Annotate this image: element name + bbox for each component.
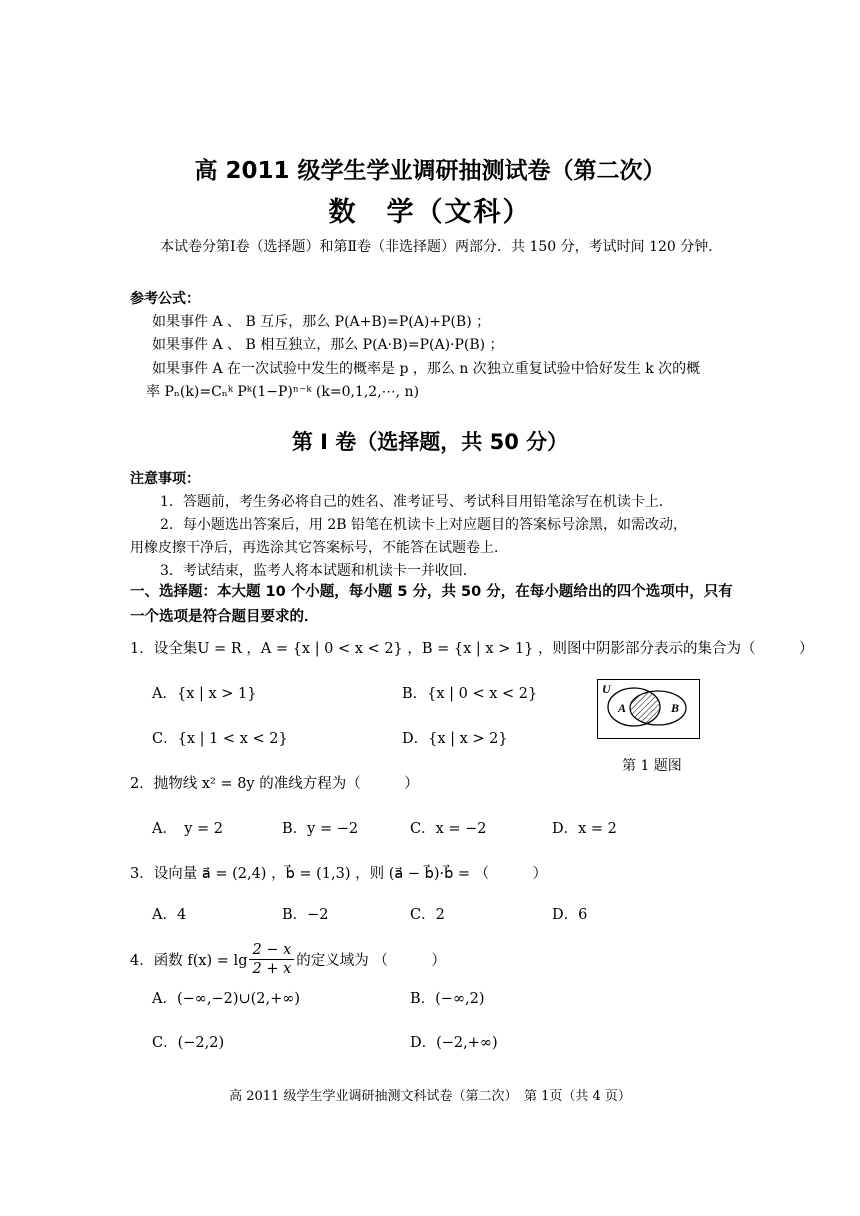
venn-label-u: U (602, 682, 611, 696)
option-a: A． y = 2 (152, 821, 224, 837)
formula-heading: 参考公式： (130, 291, 200, 307)
question-stem: 2．抛物线 x² = 8y 的准线方程为（ ） (130, 776, 419, 792)
question-stem: 1．设全集U = R ，A = {x | 0 < x < 2} ，B = {x | x > 1} ，则图中阴影部分表示的集合为（ ） (130, 641, 814, 657)
option-d: D．x = 2 (552, 821, 617, 837)
option-b: B．(−∞,2) (410, 991, 485, 1007)
figure-caption: 第 1 题图 (622, 758, 682, 774)
formula-line: 如果事件 A 在一次试验中发生的概率是 p ，那么 n 次独立重复试验中恰好发生 k 次的概 (152, 361, 701, 377)
option-c: C．(−2,2) (152, 1035, 225, 1051)
venn-diagram (597, 679, 700, 739)
page-footer: 高 2011 级学生学业调研抽测文科试卷（第二次） 第 1页（共 4 页） (229, 1089, 631, 1104)
option-c: C．{x | 1 < x < 2} (152, 731, 288, 747)
subject-title: 数 学（文科） (328, 197, 532, 228)
option-d: D．(−2,+∞) (410, 1035, 498, 1051)
option-a: A．{x | x > 1} (152, 686, 257, 702)
fraction-numerator: 2 − x (249, 941, 294, 960)
note-item: 2．每小题选出答案后，用 2B 铅笔在机读卡上对应题目的答案标号涂黑，如需改动， (160, 517, 688, 533)
formula-line: 如果事件 A 、 B 互斥，那么 P(A+B)=P(A)+P(B) ； (152, 314, 491, 330)
option-c: C．x = −2 (410, 821, 487, 837)
option-a: A．(−∞,−2)∪(2,+∞) (152, 991, 301, 1007)
option-d: D．{x | x > 2} (402, 731, 508, 747)
section-title: 第 I 卷（选择题，共 50 分） (291, 430, 569, 454)
formula-line: 率 Pₙ(k)=Cₙᵏ Pᵏ(1−P)ⁿ⁻ᵏ (k=0,1,2,⋯, n) (146, 384, 420, 400)
venn-label-a: A (618, 701, 627, 715)
fraction-denominator: 2 + x (252, 961, 292, 977)
option-a: A．4 (152, 907, 187, 923)
option-b: B．y = −2 (282, 821, 359, 837)
question-stem (130, 941, 446, 978)
exam-title: 高 2011 级学生学业调研抽测试卷（第二次） (194, 158, 666, 184)
exam-intro: 本试卷分第Ⅰ卷（选择题）和第Ⅱ卷（非选择题）两部分．共 150 分，考试时间 120 分钟． (160, 239, 723, 255)
note-item: 3．考试结束，监考人将本试题和机读卡一并收回． (160, 563, 477, 579)
venn-label-b: B (671, 701, 680, 715)
option-d: D．6 (552, 907, 588, 923)
fraction (249, 941, 294, 978)
note-item: 1．答题前，考生务必将自己的姓名、准考证号、考试科目用铅笔涂写在机读卡上． (160, 494, 673, 510)
question-stem: 3．设向量 a⃗ = (2,4) ，b⃗ = (1,3) ，则 (a⃗ − b⃗)·b⃗ = （ ） (130, 866, 548, 882)
note-item: 用橡皮擦干净后，再选涂其它答案标号，不能答在试题卷上． (130, 540, 508, 556)
notes-heading: 注意事项： (130, 471, 200, 487)
part-heading: 一、选择题：本大题 10 个小题，每小题 5 分，共 50 分，在每小题给出的四个选项中，只有一个选项是符合题目要求的． (130, 584, 733, 625)
option-b: B．{x | 0 < x < 2} (402, 686, 538, 702)
option-c: C．2 (410, 907, 445, 923)
question-stem-suffix: 的定义域为 （ ） (296, 953, 446, 969)
venn-svg (598, 680, 699, 738)
option-b: B．−2 (282, 907, 329, 923)
formula-line: 如果事件 A 、 B 相互独立，那么 P(A·B)=P(A)·P(B) ； (152, 337, 504, 353)
question-stem-prefix: 4．函数 f(x) = lg (130, 953, 248, 969)
